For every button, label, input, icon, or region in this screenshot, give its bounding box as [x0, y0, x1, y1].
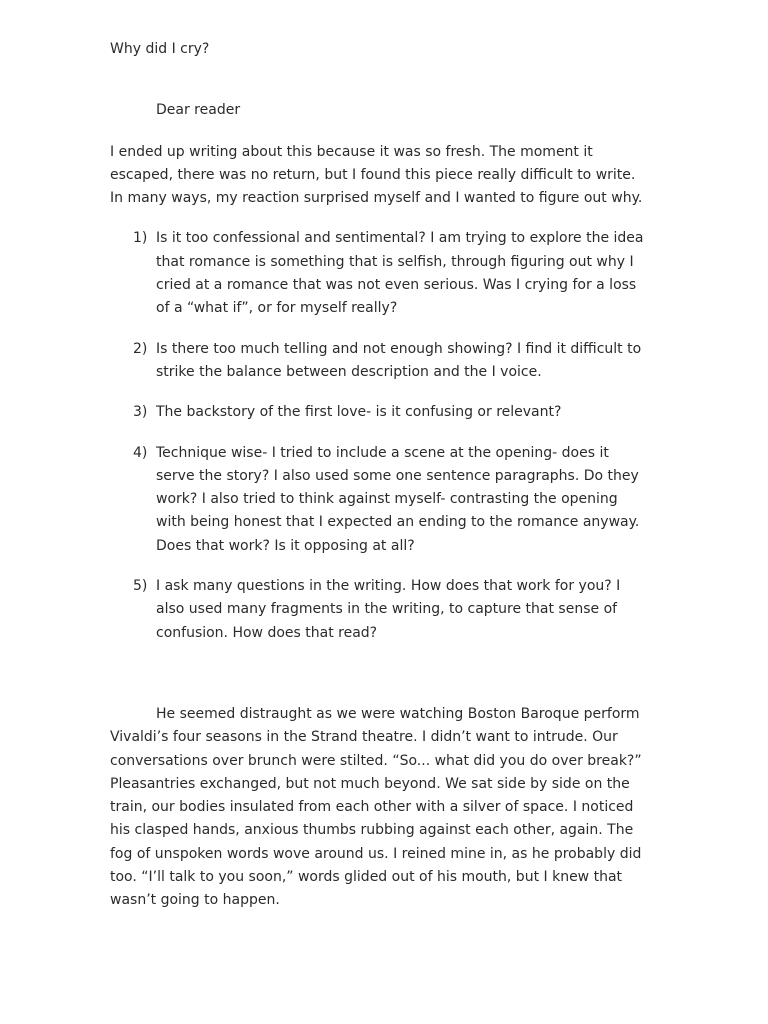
question-number: 4): [133, 444, 148, 461]
question-item: [110, 338, 658, 385]
question-item: [110, 575, 658, 645]
question-number: 3): [133, 404, 148, 421]
document-title: Why did I cry?: [110, 41, 210, 57]
story-paragraph: He seemed distraught as we were watching Boston Baroque perform Vivaldi’s four seasons in the Strand theatre. I didn’t want to intrude. Our conversations over brunch were stilted. “So... what did you do over break?” Pleasantries exchanged, but not much beyond. We sat side by side on the train, our bodies insulated from each other with a silver of space. I noticed his clasped hands, anxious thumbs rubbing against each other, again. The fog of unspoken words wove around us. I reined mine in, as he probably did too. “I’ll talk to you soon,” words glided out of his mouth, but I knew that wasn’t going to happen.: [110, 706, 642, 909]
question-text: The backstory of the first love- is it confusing or relevant?: [156, 404, 562, 421]
question-item: [110, 227, 658, 320]
question-text: I ask many questions in the writing. How does that work for you? I also used many fragments in the writing, to capture that sense of confusion. How does that read?: [156, 578, 621, 641]
question-number: 1): [133, 230, 148, 247]
document-page: [110, 38, 658, 662]
questions-list: [110, 227, 658, 644]
salutation: Dear reader: [156, 102, 241, 119]
question-text: Technique wise- I tried to include a scene at the opening- does it serve the story? I also used some one sentence paragraphs. Do they work? I also tried to think against myself- contrasting the opening with being honest that I expected an ending to the romance anyway. Does that work? Is it opposing at all?: [156, 444, 640, 554]
question-text: Is there too much telling and not enough showing? I find it difficult to strike the balance between description and the I voice.: [156, 340, 642, 380]
question-text: Is it too confessional and sentimental? I am trying to explore the idea that romance is something that is selfish, through figuring out why I cried at a romance that was not even serious. Was I crying for a loss of a “what if”, or for myself really?: [156, 230, 644, 317]
question-number: 5): [133, 578, 148, 595]
intro-paragraph: I ended up writing about this because it was so fresh. The moment it escaped, there was no return, but I found this piece really difficult to write. In many ways, my reaction surprised myself and I wanted to figure out why.: [110, 143, 643, 207]
question-item: [110, 401, 658, 424]
question-item: [110, 442, 658, 558]
question-number: 2): [133, 340, 148, 357]
